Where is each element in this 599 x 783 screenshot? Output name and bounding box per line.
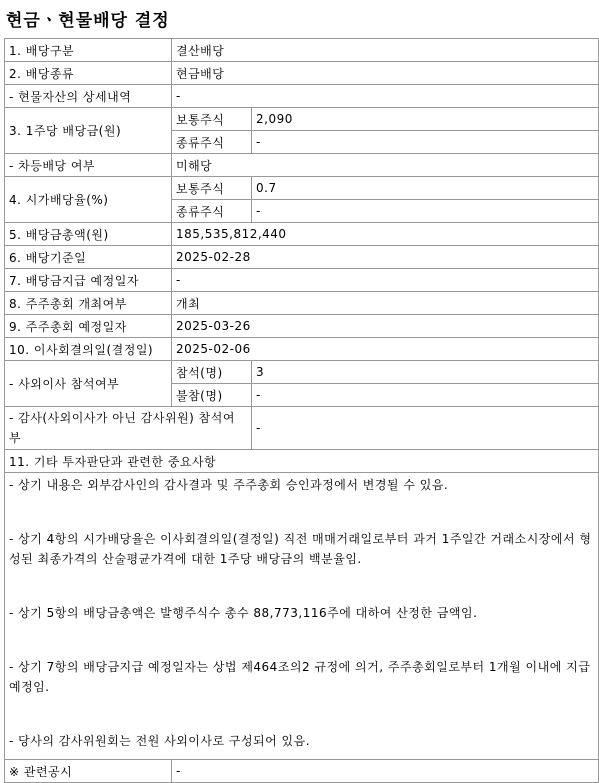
table-row xyxy=(5,108,599,131)
table-row xyxy=(5,473,599,760)
row-sublabel: 참석(명) xyxy=(172,361,252,384)
row-label: 7. 배당금지급 예정일자 xyxy=(5,269,172,292)
row-label: 5. 배당금총액(원) xyxy=(5,223,172,246)
row-value: - xyxy=(252,131,599,154)
row-value: 현금배당 xyxy=(172,62,599,85)
table-row xyxy=(5,292,599,315)
dividend-disclosure-table xyxy=(4,38,599,783)
related-disclosure-label: ※ 관련공시 xyxy=(5,760,172,783)
table-row xyxy=(5,39,599,62)
table-row xyxy=(5,62,599,85)
note-item: - 상기 4항의 시가배당율은 이사회결의일(결정일) 직전 매매거래일로부터 과거 1주일간 거래소시장에서 형성된 최종가격의 산술평균가격에 대한 1주당 배당금의 백분율임. xyxy=(9,532,592,566)
row-label: - 현물자산의 상세내역 xyxy=(5,85,172,108)
note-item: - 상기 7항의 배당금지급 예정일자는 상법 제464조의2 규정에 의거, 주주총회일로부터 1개월 이내에 지급 예정임. xyxy=(9,660,591,694)
row-value: 미해당 xyxy=(172,154,599,177)
row-sublabel: 보통주식 xyxy=(172,108,252,131)
table-row xyxy=(5,338,599,361)
row-label: 6. 배당기준일 xyxy=(5,246,172,269)
row-label: 1. 배당구분 xyxy=(5,39,172,62)
row-label: 8. 주주총회 개최여부 xyxy=(5,292,172,315)
note-item: - 상기 5항의 배당금총액은 발행주식수 총수 88,773,116주에 대하여 산정한 금액임. xyxy=(9,606,478,620)
table-row xyxy=(5,223,599,246)
row-value: 2025-03-26 xyxy=(172,315,599,338)
note-item: - 당사의 감사위원회는 전원 사외이사로 구성되어 있음. xyxy=(9,734,311,748)
row-value: 개최 xyxy=(172,292,599,315)
row-sublabel: 보통주식 xyxy=(172,177,252,200)
row-value: 3 xyxy=(252,361,599,384)
row-label: 2. 배당종류 xyxy=(5,62,172,85)
table-row xyxy=(5,177,599,200)
table-row xyxy=(5,269,599,292)
table-row xyxy=(5,407,599,450)
row-label: - 감사(사외이사가 아닌 감사위원) 참석여부 xyxy=(5,407,252,450)
table-row xyxy=(5,246,599,269)
row-value: 2025-02-06 xyxy=(172,338,599,361)
row-value: - xyxy=(252,407,599,450)
row-value: 2025-02-28 xyxy=(172,246,599,269)
row-label: 11. 기타 투자판단과 관련한 중요사항 xyxy=(5,450,599,473)
row-label: 3. 1주당 배당금(원) xyxy=(5,108,172,154)
row-value: 185,535,812,440 xyxy=(172,223,599,246)
table-row xyxy=(5,154,599,177)
row-value: - xyxy=(172,85,599,108)
table-row xyxy=(5,450,599,473)
row-value: 0.7 xyxy=(252,177,599,200)
row-label: 9. 주주총회 예정일자 xyxy=(5,315,172,338)
table-row xyxy=(5,85,599,108)
row-value: - xyxy=(252,200,599,223)
note-item: - 상기 내용은 외부감사인의 감사결과 및 주주총회 승인과정에서 변경될 수 있음. xyxy=(9,478,449,492)
row-value: - xyxy=(252,384,599,407)
row-sublabel: 종류주식 xyxy=(172,200,252,223)
table-row xyxy=(5,361,599,384)
row-label: - 차등배당 여부 xyxy=(5,154,172,177)
page-title: 현금ㆍ현물배당 결정 xyxy=(6,11,170,31)
row-value: 2,090 xyxy=(252,108,599,131)
related-disclosure-value: - xyxy=(172,760,599,783)
notes-cell xyxy=(5,473,599,760)
row-value: 결산배당 xyxy=(172,39,599,62)
row-value: - xyxy=(172,269,599,292)
row-sublabel: 종류주식 xyxy=(172,131,252,154)
row-label: 4. 시가배당율(%) xyxy=(5,177,172,223)
row-sublabel: 불참(명) xyxy=(172,384,252,407)
row-label: - 사외이사 참석여부 xyxy=(5,361,172,407)
table-row xyxy=(5,315,599,338)
row-label: 10. 이사회결의일(결정일) xyxy=(5,338,172,361)
